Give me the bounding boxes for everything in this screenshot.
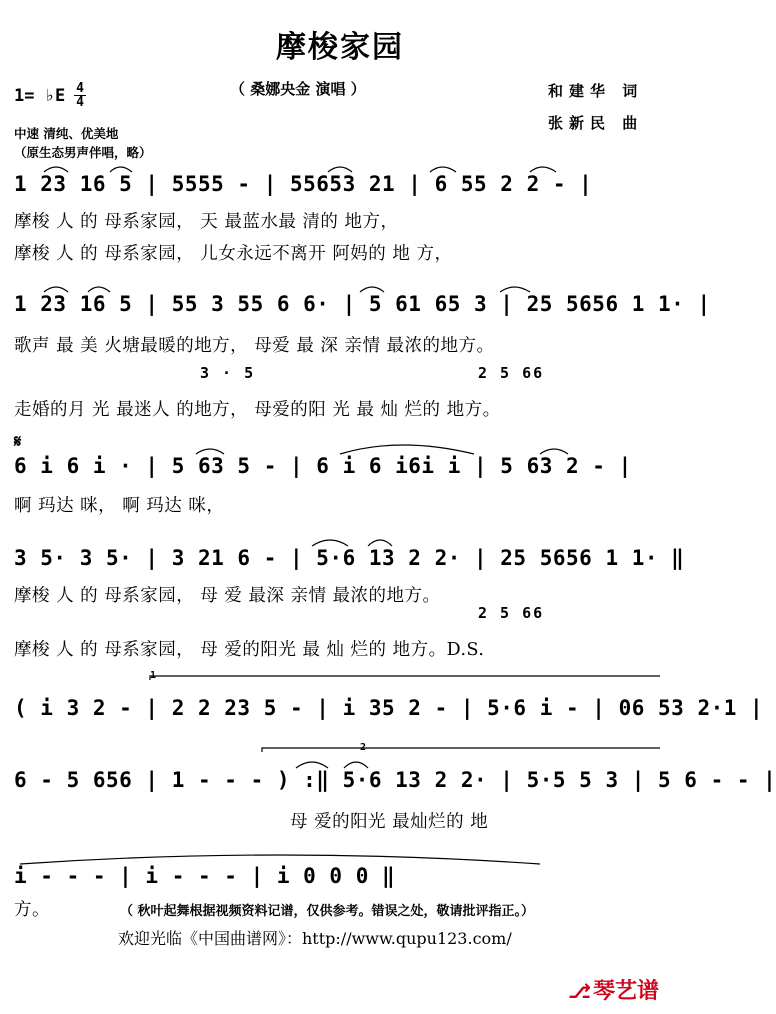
composer-credit: 张新民 曲 (548, 114, 644, 132)
tempo-marking: 中速 清纯、优美地 (14, 126, 119, 141)
site-welcome-link[interactable]: 欢迎光临《中国曲谱网》：http://www.qupu123.com/ (118, 929, 512, 948)
score-line-4-notes: 3 5· 3 5· | 3 21 6 - | 5·6 13 2 2· | 25 5656 1 1· ‖ (14, 546, 685, 570)
alt-notes-line-4: 2 5 66 (478, 604, 545, 622)
score-line-2-lyric-verse2: 走婚的月 光 最迷人 的地方， 母爱的阳 光 最 灿 烂的 地方。 (14, 400, 501, 420)
score-line-7-notes: i - - - | i - - - | i 0 0 0 ‖ (14, 864, 396, 888)
score-line-5-notes: ( i 3 2 - | 2 2 23 5 - | i 35 2 - | 5·6 i - | 06 53 2·1 | (14, 696, 764, 720)
alt-notes-verse2-a: 3 · 5 (200, 364, 256, 382)
score-line-1-notes: 1 23 16 5 | 5555 - | 55653 21 | 6 55 2 2 - | (14, 172, 593, 196)
site-logo (568, 974, 659, 1005)
volta-1-label: 1 (150, 670, 157, 681)
score-line-7-lyric: 方。 (14, 900, 50, 920)
score-line-4-lyric-verse2: 摩梭 人 的 母系家园， 母 爱的阳光 最 灿 烂的 地方。D.S. (14, 640, 485, 660)
meter-numerator: 4 (76, 81, 84, 96)
logo-text: 琴艺谱 (593, 979, 660, 1004)
score-line-6-lyric: 母 爱的阳光 最灿烂的 地 (290, 812, 489, 832)
performer-subtitle: （ 桑娜央金 演唱 ） (230, 80, 366, 98)
alt-notes-verse2-b: 2 5 66 (478, 364, 545, 382)
transcription-note: （ 秋叶起舞根据视频资料记谱，仅供参考。错误之处，敬请批评指正。） (120, 904, 535, 919)
meter-denominator: 4 (74, 95, 86, 109)
score-line-6-notes: 6 - 5 656 | 1 - - - ) :‖ 5·6 13 2 2· | 5·5 5 3 | 5 6 - - | (14, 768, 776, 792)
volta-bracket-icon (262, 748, 660, 752)
score-line-1-lyric-verse2: 摩梭 人 的 母系家园， 儿女永远不离开 阿妈的 地 方， (14, 244, 453, 264)
key-signature: 1= ♭E (14, 86, 66, 106)
score-line-1-lyric-verse1: 摩梭 人 的 母系家园， 天 最蓝水最 清的 地方， (14, 212, 399, 232)
slur-icon (340, 445, 474, 454)
score-line-3-lyric: 啊 玛达 咪， 啊 玛达 咪， (14, 496, 225, 516)
tie-icon (20, 855, 540, 864)
score-line-3-notes: 6 i 6 i · | 5 63 5 - | 6 i 6 i6i i | 5 63 2 - | (14, 454, 632, 478)
performance-note: （原生态男声伴唱，略） (14, 145, 152, 160)
score-line-4-lyric-verse1: 摩梭 人 的 母系家园， 母 爱 最深 亲情 最浓的地方。 (14, 586, 441, 606)
volta-2-label: 2 (360, 742, 367, 753)
score-line-2-lyric-verse1: 歌声 最 美 火塘最暖的地方， 母爱 最 深 亲情 最浓的地方。 (14, 336, 495, 356)
time-signature (74, 82, 86, 109)
logo-mark-icon: ⎇ (568, 979, 592, 1003)
volta-bracket-icon (150, 676, 660, 680)
lyricist-credit: 和建华 词 (548, 82, 644, 100)
segno-sign: 𝄋 (14, 432, 22, 452)
score-line-2-notes: 1 23 16 5 | 55 3 55 6 6· | 5 61 65 3 | 25 5656 1 1· | (14, 292, 711, 316)
song-title: 摩梭家园 (276, 30, 404, 65)
